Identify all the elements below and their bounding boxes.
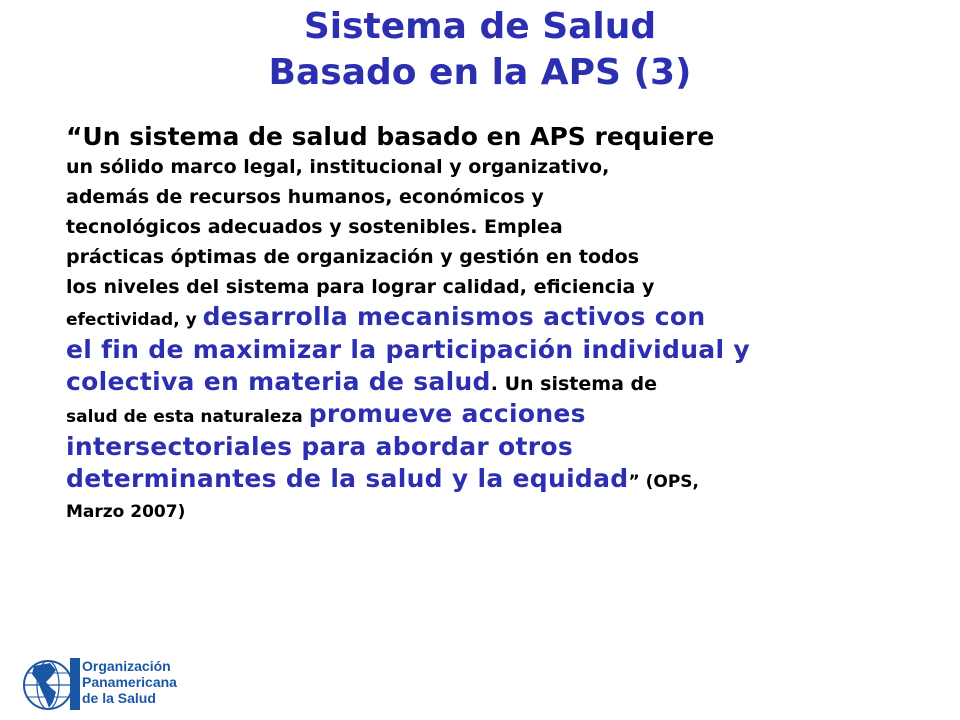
quote-line: además de recursos humanos, económicos y — [66, 186, 544, 208]
quote-line — [66, 432, 906, 464]
organization-logo — [20, 652, 240, 714]
quote-highlight: colectiva en materia de salud — [66, 367, 491, 396]
quote-line — [66, 335, 906, 367]
quote-segment: . Un sistema de — [490, 373, 657, 395]
quote-citation: Marzo 2007) — [66, 502, 186, 522]
logo-line-1: Organización — [82, 658, 171, 674]
quote-highlight: el fin de maximizar la participación individual y — [66, 335, 750, 364]
quote-segment: efectividad, y — [66, 310, 203, 330]
quote-line — [66, 367, 906, 399]
quote-text — [66, 122, 906, 527]
slide-title-line-1: Sistema de Salud — [303, 6, 657, 47]
globe-americas-icon — [20, 652, 82, 714]
quote-highlight: intersectoriales para abordar otros — [66, 432, 574, 461]
quote-line — [66, 302, 906, 335]
quote-segment: salud de esta naturaleza — [66, 407, 309, 427]
quote-line: los niveles del sistema para lograr calidad, eficiencia y — [66, 276, 655, 298]
quote-highlight: desarrolla mecanismos activos con — [202, 302, 706, 331]
quote-line — [66, 464, 906, 497]
logo-line-3: de la Salud — [82, 690, 156, 706]
logo-line-2: Panamericana — [82, 674, 177, 690]
quote-highlight: determinantes de la salud y la equidad — [66, 464, 629, 493]
quote-line: un sólido marco legal, institucional y organizativo, — [66, 156, 610, 178]
quote-line: prácticas óptimas de organización y gestión en todos — [66, 246, 639, 268]
quote-line — [66, 399, 906, 432]
quote-line: tecnológicos adecuados y sostenibles. Emplea — [66, 216, 563, 238]
slide-title — [0, 4, 960, 96]
slide-title-line-2: Basado en la APS (3) — [268, 52, 692, 93]
quote-highlight: promueve acciones — [308, 399, 586, 428]
quote-citation: ” (OPS, — [628, 472, 699, 492]
organization-name — [82, 658, 177, 706]
quote-line: “Un sistema de salud basado en APS requiere — [66, 122, 715, 151]
